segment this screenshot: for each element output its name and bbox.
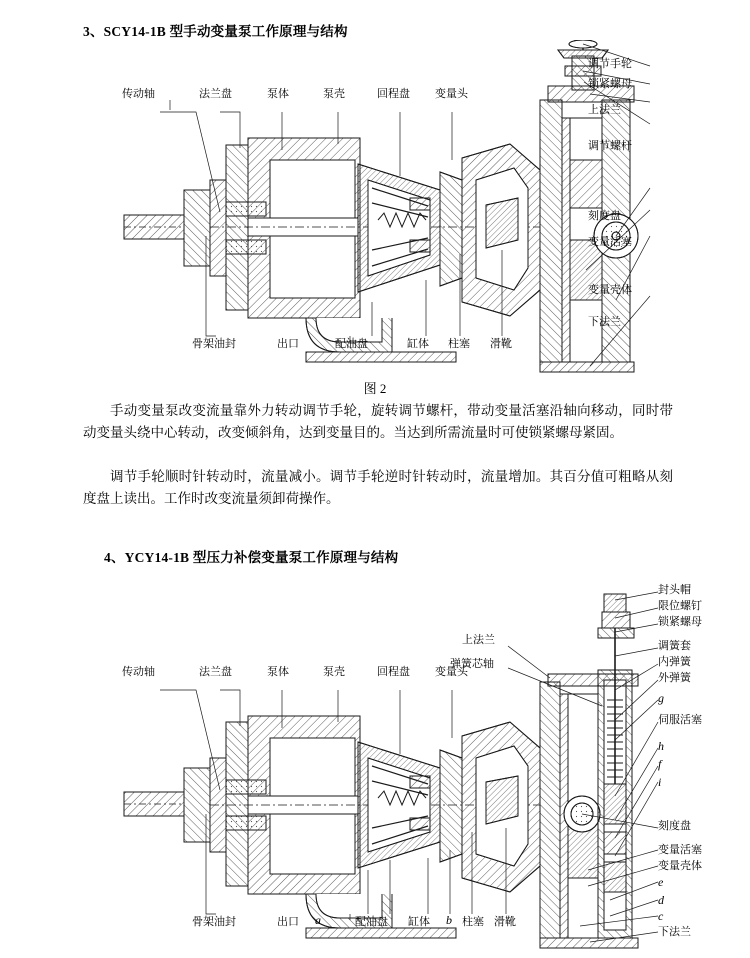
label-outlet-2: 出口 — [277, 916, 299, 928]
label-point-f: f — [658, 757, 662, 771]
label-drive-shaft-2: 传动轴 — [122, 666, 155, 678]
label-outer-spring: 外弹簧 — [658, 672, 691, 684]
label-hand-wheel: 调节手轮 — [588, 58, 632, 70]
label-outlet-1: 出口 — [277, 338, 299, 350]
label-point-h: h — [658, 739, 664, 753]
label-point-e: e — [658, 875, 664, 889]
label-pump-shell-1: 泵壳 — [323, 88, 345, 100]
label-variable-piston-1: 变量活塞 — [588, 236, 632, 248]
label-pump-shell-2: 泵壳 — [323, 666, 345, 678]
label-limit-screw: 限位螺钉 — [658, 600, 702, 612]
label-skeleton-seal-1: 骨架油封 — [192, 338, 236, 350]
section-3-paragraph-1: 手动变量泵改变流量靠外力转动调节手轮，旋转调节螺杆，带动变量活塞沿轴向移动，同时带动变量头绕中心转动，改变倾斜角，达到变量目的。当达到所需流量时可使锁紧螺母紧固。 — [83, 403, 673, 440]
label-end-cap: 封头帽 — [658, 584, 691, 596]
label-point-d: d — [658, 893, 664, 907]
label-return-plate-1: 回程盘 — [377, 88, 410, 100]
label-plunger-2: 柱塞 — [462, 916, 484, 928]
pump-cross-section-svg-2 — [110, 570, 670, 950]
label-flange-plate-1: 法兰盘 — [199, 88, 232, 100]
label-point-a: a — [315, 913, 321, 927]
label-lower-flange-1: 下法兰 — [588, 316, 621, 328]
label-variable-housing-1: 变量壳体 — [588, 284, 632, 296]
label-variable-housing-2: 变量壳体 — [658, 860, 702, 872]
section-4-heading: 4、YCY14-1B 型压力补偿变量泵工作原理与结构 — [104, 550, 399, 565]
label-point-c: c — [658, 909, 664, 923]
label-point-i: i — [658, 775, 662, 789]
section-3-paragraph-2: 调节手轮顺时针转动时，流量减小。调节手轮逆时针转动时，流量增加。其百分值可粗略从刻度盘上读出。工作时改变流量须卸荷操作。 — [83, 469, 673, 506]
label-slipper-2: 滑靴 — [494, 916, 516, 928]
label-variable-head-2: 变量头 — [435, 666, 468, 678]
label-valve-plate-2: 配油盘 — [355, 916, 388, 928]
label-return-plate-2: 回程盘 — [377, 666, 410, 678]
label-cylinder-block-2: 缸体 — [408, 916, 430, 928]
label-spring-sleeve: 调簧套 — [658, 640, 691, 652]
label-lock-nut-1: 锁紧螺母 — [588, 78, 632, 90]
label-cylinder-block-1: 缸体 — [407, 338, 429, 350]
label-lower-flange-2: 下法兰 — [658, 926, 691, 938]
label-pump-body-1: 泵体 — [267, 88, 289, 100]
label-valve-plate-1: 配油盘 — [335, 338, 368, 350]
label-adjusting-screw: 调节螺杆 — [588, 140, 632, 152]
label-inner-spring: 内弹簧 — [658, 656, 691, 668]
label-variable-head-1: 变量头 — [435, 88, 468, 100]
label-point-b: b — [446, 913, 452, 927]
figure-1-caption: 图 2 — [363, 381, 387, 396]
label-flange-plate-2: 法兰盘 — [199, 666, 232, 678]
label-point-g: g — [658, 691, 664, 705]
label-slipper-1: 滑靴 — [490, 338, 512, 350]
label-dial-1: 刻度盘 — [588, 210, 621, 222]
section-3-heading: 3、SCY14-1B 型手动变量泵工作原理与结构 — [83, 24, 348, 39]
label-dial-2: 刻度盘 — [658, 820, 691, 832]
label-upper-flange-2: 上法兰 — [462, 634, 495, 646]
label-drive-shaft-1: 传动轴 — [122, 88, 155, 100]
label-skeleton-seal-2: 骨架油封 — [192, 916, 236, 928]
label-spring-core-shaft: 弹簧芯轴 — [450, 658, 494, 670]
label-servo-piston: 伺服活塞 — [658, 714, 702, 726]
figure-scy14-1b-diagram — [110, 40, 670, 375]
label-upper-flange-1: 上法兰 — [588, 104, 621, 116]
label-variable-piston-2: 变量活塞 — [658, 844, 702, 856]
label-pump-body-2: 泵体 — [267, 666, 289, 678]
figure-ycy14-1b-diagram — [110, 570, 702, 950]
label-plunger-1: 柱塞 — [448, 338, 470, 350]
label-lock-nut-2: 锁紧螺母 — [658, 616, 702, 628]
